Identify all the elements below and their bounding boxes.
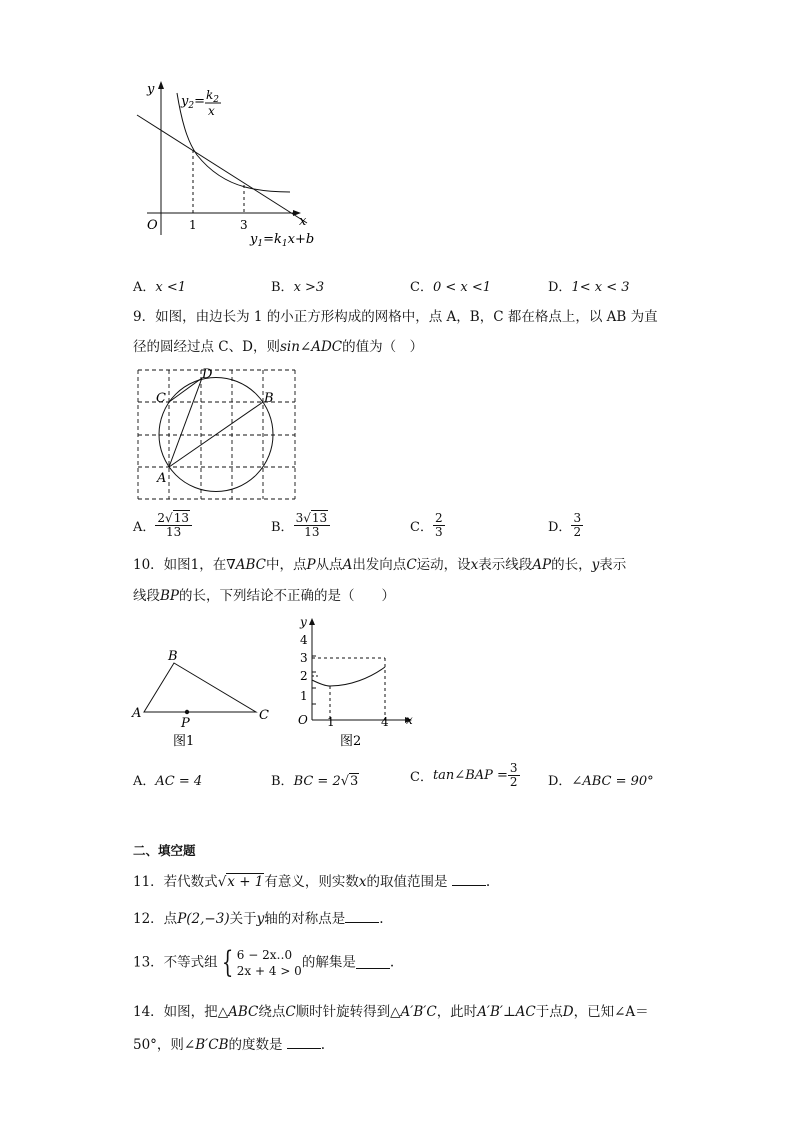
triangle-abc: [144, 663, 256, 712]
point-p: [185, 710, 189, 714]
ylabel-3: 3: [300, 651, 308, 665]
label-b: B: [264, 391, 274, 406]
y2-num: $k_2$: [206, 88, 220, 105]
segment-ab: [169, 402, 263, 467]
q10-figure2: [290, 612, 420, 752]
q9-option-c[interactable]: C． $\frac{2}{3}$: [410, 511, 443, 539]
q9-line2: 径的圆经过点 C、D，则sin∠ADC的值为（ ）: [133, 339, 424, 355]
label-p: P: [181, 716, 190, 731]
q10-line2: 线段BP的长，下列结论不正确的是（ ）: [133, 588, 396, 604]
label-c: C: [259, 708, 269, 723]
fig2-caption: 图2: [340, 734, 362, 749]
y-label: y: [300, 615, 307, 629]
q12-answer-blank[interactable]: [345, 910, 379, 923]
y2-label: $y_2=$: [181, 94, 205, 111]
tick-3: 3: [240, 218, 248, 232]
ylabel-2: 2: [300, 669, 308, 683]
q11-answer-blank[interactable]: [452, 873, 486, 886]
y1-label: $y_1=k_1x+b$: [250, 232, 315, 249]
xlabel-4: 4: [381, 715, 389, 729]
q14-line1: 14．如图，把△ABC绕点C顺时针旋转得到△A′B′C，此时A′B′⊥AC于点D，已知∠A＝: [133, 1004, 649, 1020]
x-label: x: [299, 214, 307, 229]
label-a: A: [157, 471, 167, 486]
q8-option-d[interactable]: D．1< x < 3: [548, 280, 630, 295]
q9-option-b[interactable]: B． $\frac{3√13}{13}$: [271, 512, 330, 539]
q10-option-b[interactable]: B．BC = 2√3: [271, 774, 359, 789]
y-axis-arrow: [158, 81, 164, 89]
q12-line: 12．点P(2,−3)关于y轴的对称点是 .: [133, 911, 384, 927]
xlabel-1: 1: [327, 715, 335, 729]
q9-option-d[interactable]: D． $\frac{3}{2}$: [548, 511, 582, 539]
q8-option-c[interactable]: C．0 < x <1: [410, 280, 492, 295]
q13-line: 13．不等式组 { 6 − 2x‥0 2x + 4 > 0 的解集是 .: [133, 944, 395, 980]
y-axis-arrow: [309, 618, 315, 625]
label-a: A: [132, 706, 142, 721]
y2-den: x: [208, 104, 215, 118]
q10-figure1: [128, 645, 278, 750]
fig1-caption: 图1: [173, 734, 195, 749]
section-heading-fill-in: 二、填空题: [133, 843, 196, 858]
q8-option-a[interactable]: A．x <1: [133, 280, 187, 295]
line-y1: [137, 115, 307, 223]
ylabel-4: 4: [300, 633, 308, 647]
q14-line2: 50°，则∠B′CB的度数是 .: [133, 1037, 326, 1053]
q9-option-a[interactable]: A． $\frac{2√13}{13}$: [133, 512, 192, 539]
q8-option-b[interactable]: B．x >3: [271, 280, 325, 295]
q10-option-d[interactable]: D．∠ABC = 90°: [548, 774, 654, 789]
label-d: D: [202, 367, 213, 382]
q13-answer-blank[interactable]: [356, 956, 390, 969]
q8-figure: [125, 75, 325, 250]
origin-label: O: [298, 713, 308, 727]
y-label: y: [147, 82, 155, 97]
q11-line: 11．若代数式√x + 1有意义，则实数x的取值范围是 .: [133, 874, 491, 890]
q9-figure: [130, 362, 305, 507]
q10-line1: 10．如图1，在∇ABC中，点P从点A出发向点C运动，设x表示线段AP的长，y表示: [133, 557, 627, 573]
curve-y-of-x: [312, 667, 385, 686]
ylabel-1: 1: [300, 689, 308, 703]
q9-line1: 9．如图，由边长为 1 的小正方形构成的网格中，点 A，B，C 都在格点上，以 AB 为直: [133, 309, 658, 325]
tick-1: 1: [189, 218, 197, 232]
x-label: x: [406, 713, 413, 727]
origin-label: O: [147, 218, 158, 233]
q14-answer-blank[interactable]: [287, 1036, 321, 1049]
segment-ad: [169, 378, 202, 467]
label-b: B: [168, 649, 178, 664]
label-c: C: [156, 391, 166, 406]
q10-option-c[interactable]: C．tan∠BAP = $\frac{3}{2}$: [410, 761, 518, 789]
q10-option-a[interactable]: A．AC = 4: [133, 774, 203, 789]
